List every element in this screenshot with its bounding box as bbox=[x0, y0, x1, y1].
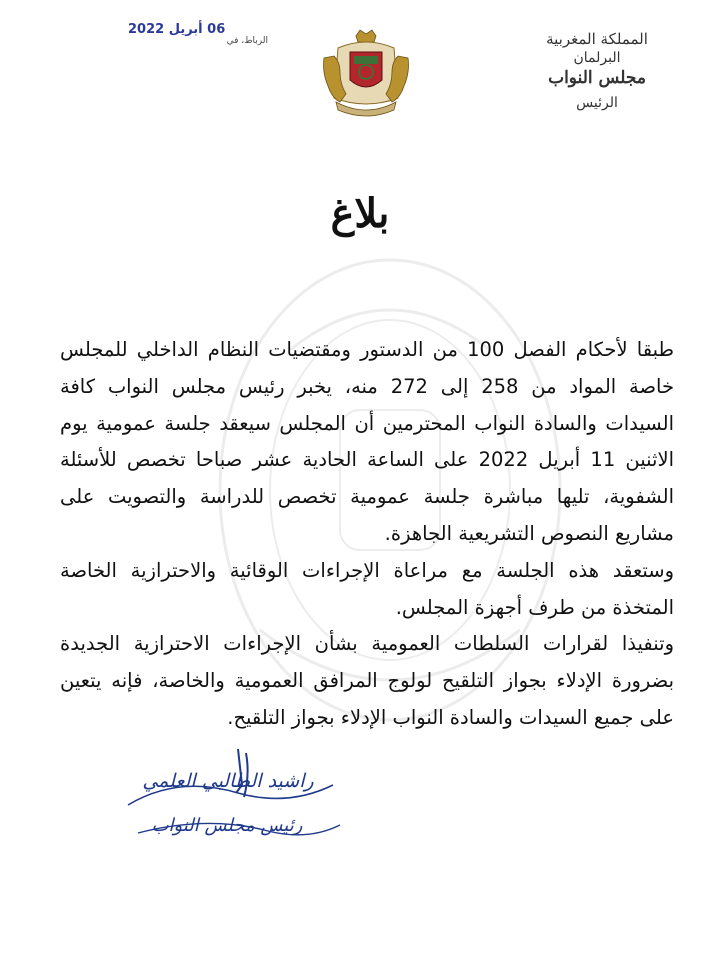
body-paragraph-3: وتنفيذا لقرارات السلطات العمومية بشأن الإجراءات الاحترازية الجديدة بضرورة الإدلاء بجواز التلقيح لولوج المرافق العمومية والخاصة، فإنه يتعين على جميع السيدات والسادة النواب الإدلاء بجواز التلقيح. bbox=[60, 632, 674, 729]
coat-of-arms-icon bbox=[318, 28, 414, 118]
date-block bbox=[128, 22, 288, 44]
body-paragraph-1: طبقا لأحكام الفصل 100 من الدستور ومقتضيات النظام الداخلي للمجلس خاصة المواد من 258 إلى 272 منه، يخبر رئيس مجلس النواب كافة السيدات والسادة النواب المحترمين أن المجلس سيعقد جلسة عمومية يوم الاثنين 11 أبريل 2022 على الساعة الحادية عشر صباحا تخصص للأسئلة الشفوية، تليها مباشرة جلسة عمومية تخصص للدراسة والتصويت على مشاريع النصوص التشريعية الجاهزة. bbox=[60, 338, 675, 545]
body-paragraph-2: وستعقد هذه الجلسة مع مراعاة الإجراءات الوقائية والاحترازية الخاصة المتخذة من طرف أجهزة المجلس. bbox=[60, 558, 674, 619]
signatory-title: رئيس مجلس النواب bbox=[151, 815, 303, 836]
header-kingdom: المملكة المغربية bbox=[546, 30, 648, 48]
announcement-body bbox=[60, 332, 674, 737]
date-stamp: 06 أبريل 2022 bbox=[128, 22, 226, 37]
institution-header bbox=[522, 30, 672, 113]
header-president: الرئيس bbox=[576, 95, 618, 111]
header-parliament: البرلمان bbox=[573, 50, 621, 66]
page-title: بلاغ bbox=[330, 190, 390, 237]
signatory-name: راشيد الطالبي العلمي bbox=[142, 770, 314, 792]
header-house: مجلس النواب bbox=[548, 68, 646, 88]
place-label: الرباط، في bbox=[226, 36, 268, 46]
